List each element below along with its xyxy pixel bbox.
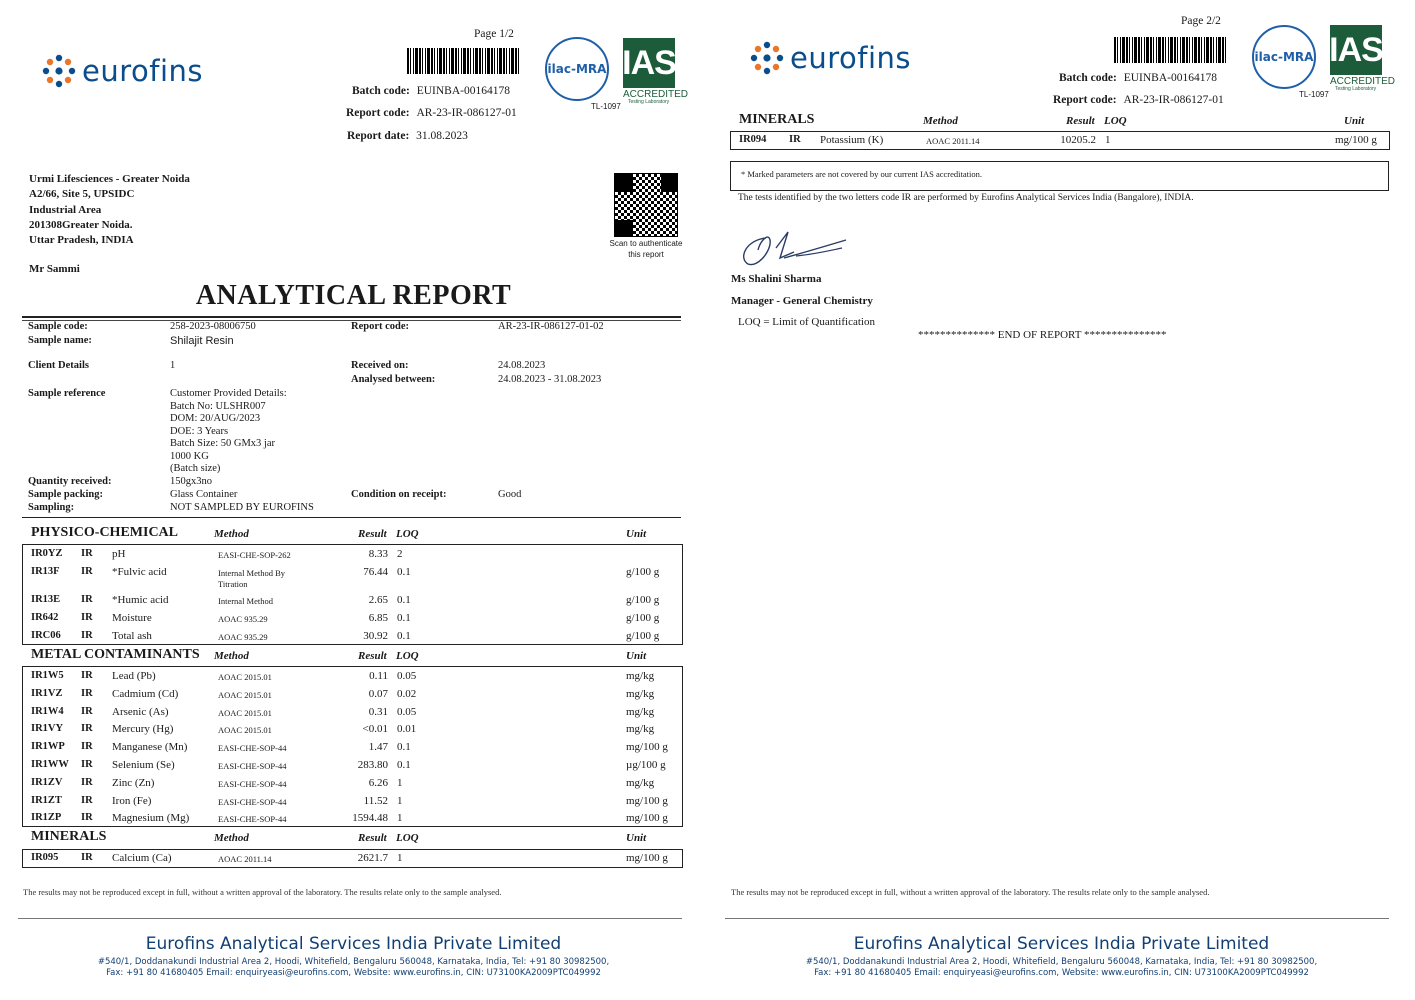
ias-logo: IAS bbox=[1330, 25, 1382, 75]
unit: g/100 g bbox=[626, 612, 660, 624]
test-code: IR0YZ bbox=[31, 548, 63, 559]
section-header-metal-contaminants bbox=[22, 644, 682, 664]
parameter: pH bbox=[112, 548, 126, 560]
results-table-physico-chemical bbox=[22, 544, 683, 645]
report-page-1 bbox=[0, 0, 707, 1000]
loq: 0.1 bbox=[397, 612, 411, 624]
lab-code: IR bbox=[81, 723, 93, 734]
batch-code-label: Batch code: bbox=[352, 85, 410, 97]
ilac-text: ilac-MRA bbox=[1254, 50, 1314, 64]
column-method: Method bbox=[214, 650, 249, 662]
page-number: Page 2/2 bbox=[1181, 15, 1221, 27]
loq-definition: LOQ = Limit of Quantification bbox=[738, 316, 875, 328]
footer-company-name: Eurofins Analytical Services India Private Limited bbox=[853, 934, 1270, 954]
loq: 1 bbox=[397, 812, 403, 824]
lab-code: IR bbox=[81, 612, 93, 623]
lab-code: IR bbox=[81, 706, 93, 717]
method: EASI-CHE-SOP-44 bbox=[218, 779, 287, 789]
ias-logo: IAS bbox=[623, 38, 675, 88]
test-code: IR13F bbox=[31, 566, 60, 577]
quantity-label: Quantity received: bbox=[28, 476, 112, 487]
unit: mg/kg bbox=[626, 688, 655, 700]
method: Internal Method By Titration bbox=[218, 568, 286, 589]
unit: mg/100 g bbox=[626, 852, 668, 864]
section-header-minerals bbox=[730, 109, 1392, 129]
column-result: Result bbox=[358, 832, 387, 844]
method: EASI-CHE-SOP-44 bbox=[218, 761, 287, 771]
column-loq: LOQ bbox=[396, 528, 419, 540]
table-row bbox=[23, 668, 682, 686]
column-unit: Unit bbox=[626, 650, 647, 662]
column-method: Method bbox=[214, 528, 249, 540]
received-on-value: 24.08.2023 bbox=[498, 360, 546, 371]
result: 0.07 bbox=[368, 688, 388, 700]
parameter: *Humic acid bbox=[112, 594, 169, 606]
sample-name-value: Shilajit Resin bbox=[170, 335, 234, 347]
column-result: Result bbox=[358, 650, 387, 662]
result: 2621.7 bbox=[357, 852, 388, 864]
section-title: METAL CONTAMINANTS bbox=[31, 647, 200, 662]
test-code: IR1WW bbox=[31, 759, 69, 770]
disclaimer: The results may not be reproduced except in full, without a written approval of the laboratory. The results relate only to the sample analysed. bbox=[23, 887, 502, 897]
received-on-label: Received on: bbox=[351, 360, 409, 371]
result: 8.33 bbox=[368, 548, 388, 560]
parameter: *Fulvic acid bbox=[112, 566, 167, 578]
client-details-value: 1 bbox=[170, 360, 176, 371]
batch-code-value: EUINBA-00164178 bbox=[1123, 72, 1217, 84]
report-date bbox=[347, 130, 468, 142]
results-table-minerals bbox=[22, 849, 683, 868]
test-code: IR1VZ bbox=[31, 688, 63, 699]
lab-code: IR bbox=[81, 548, 93, 559]
lab-code: IR bbox=[81, 795, 93, 806]
eurofins-logo bbox=[750, 41, 911, 75]
parameter: Total ash bbox=[112, 630, 152, 642]
parameter: Arsenic (As) bbox=[112, 706, 169, 718]
ilac-text: ilac-MRA bbox=[547, 62, 607, 76]
report-code2-label: Report code: bbox=[351, 321, 410, 332]
column-unit: Unit bbox=[626, 528, 647, 540]
column-unit: Unit bbox=[626, 832, 647, 844]
result: 6.85 bbox=[368, 612, 388, 624]
parameter: Calcium (Ca) bbox=[112, 852, 172, 864]
footer-rule bbox=[18, 918, 682, 919]
footer-rule bbox=[725, 918, 1389, 919]
section-title: MINERALS bbox=[739, 112, 815, 127]
loq: 0.1 bbox=[397, 630, 411, 642]
title-rule bbox=[22, 316, 681, 318]
sample-reference-label: Sample reference bbox=[28, 388, 106, 399]
parameter: Mercury (Hg) bbox=[112, 723, 174, 735]
method: EASI-CHE-SOP-262 bbox=[218, 550, 291, 560]
result: 76.44 bbox=[363, 566, 388, 578]
report-code-value: AR-23-IR-086127-01 bbox=[1123, 94, 1224, 106]
report-code bbox=[1053, 94, 1224, 106]
lab-code: IR bbox=[81, 852, 93, 863]
parameter: Manganese (Mn) bbox=[112, 741, 188, 753]
sample-code-value: 258-2023-08006750 bbox=[170, 321, 256, 332]
section-title: MINERALS bbox=[31, 829, 107, 844]
reference-line: Batch Size: 50 GMx3 jar bbox=[170, 438, 275, 449]
report-date-value: 31.08.2023 bbox=[416, 130, 468, 142]
column-result: Result bbox=[358, 528, 387, 540]
test-code: IR094 bbox=[739, 134, 767, 145]
column-loq: LOQ bbox=[396, 650, 419, 662]
table-row bbox=[23, 775, 682, 793]
reference-line: 1000 KG bbox=[170, 450, 209, 462]
packing-label: Sample packing: bbox=[28, 489, 103, 500]
loq: 2 bbox=[397, 548, 403, 560]
condition-label: Condition on receipt: bbox=[351, 489, 447, 500]
result: 10205.2 bbox=[1060, 134, 1096, 146]
sample-reference-value bbox=[170, 388, 287, 476]
method: Internal Method bbox=[218, 596, 273, 606]
qr-code bbox=[614, 173, 678, 237]
loq: 1 bbox=[397, 777, 403, 789]
condition-value: Good bbox=[498, 489, 522, 500]
contact-person: Mr Sammi bbox=[29, 263, 80, 275]
result: 2.65 bbox=[368, 594, 388, 606]
unit: mg/100 g bbox=[1335, 134, 1377, 146]
unit: mg/kg bbox=[626, 777, 655, 789]
reference-line: DOE: 3 Years bbox=[170, 425, 229, 437]
footer-address-line: Fax: +91 80 41680405 Email: enquiryeasi@eurofins.com, Website: www.eurofins.in, CIN: U73100KA2009PTC049992 bbox=[814, 968, 1309, 978]
table-row bbox=[23, 546, 682, 564]
info-rule bbox=[22, 517, 681, 518]
loq: 0.1 bbox=[397, 741, 411, 753]
signatory-title: Manager - General Chemistry bbox=[731, 295, 873, 307]
report-page-2 bbox=[708, 0, 1415, 1000]
method: EASI-CHE-SOP-44 bbox=[218, 743, 287, 753]
report-code-label: Report code: bbox=[346, 107, 410, 119]
lab-code: IR bbox=[789, 134, 801, 145]
column-loq: LOQ bbox=[1104, 115, 1127, 127]
parameter: Potassium (K) bbox=[820, 134, 884, 146]
logo-wordmark: eurofins bbox=[82, 54, 204, 88]
method: AOAC 2015.01 bbox=[218, 708, 272, 718]
method: AOAC 935.29 bbox=[218, 632, 268, 642]
method: AOAC 2015.01 bbox=[218, 672, 272, 682]
test-code: IR1W4 bbox=[31, 706, 64, 717]
loq: 0.05 bbox=[397, 706, 417, 718]
table-row bbox=[23, 850, 682, 868]
page-number: Page 1/2 bbox=[474, 28, 514, 40]
result: 283.80 bbox=[357, 759, 388, 771]
ias-subtext: Testing Laboratory bbox=[1335, 86, 1377, 92]
batch-code bbox=[1059, 72, 1217, 84]
reference-line: Batch No: ULSHR007 bbox=[170, 400, 266, 412]
loq: 0.1 bbox=[397, 759, 411, 771]
reference-line: DOM: 20/AUG/2023 bbox=[170, 413, 261, 424]
result: <0.01 bbox=[362, 723, 388, 735]
unit: mg/kg bbox=[626, 670, 655, 682]
test-code: IRC06 bbox=[31, 630, 61, 641]
report-title: ANALYTICAL REPORT bbox=[195, 280, 512, 311]
results-table-metal-contaminants bbox=[22, 666, 683, 827]
column-result: Result bbox=[1066, 115, 1095, 127]
unit: mg/kg bbox=[626, 706, 655, 718]
table-row bbox=[23, 704, 682, 722]
qr-caption-line: Scan to authenticate bbox=[609, 239, 683, 248]
result: 30.92 bbox=[363, 630, 388, 642]
unit: mg/kg bbox=[626, 723, 655, 735]
table-row bbox=[23, 793, 682, 811]
column-method: Method bbox=[214, 832, 249, 844]
loq: 0.05 bbox=[397, 670, 417, 682]
result: 0.31 bbox=[368, 706, 388, 718]
column-unit: Unit bbox=[1344, 115, 1365, 127]
section-title: PHYSICO-CHEMICAL bbox=[31, 525, 179, 540]
tl-number: TL-1097 bbox=[1299, 90, 1329, 99]
unit: g/100 g bbox=[626, 594, 660, 606]
sample-code-label: Sample code: bbox=[28, 321, 88, 332]
unit: mg/100 g bbox=[626, 812, 668, 824]
eurofins-logo-icon bbox=[42, 54, 76, 88]
parameter: Magnesium (Mg) bbox=[112, 812, 190, 824]
result: 6.26 bbox=[368, 777, 388, 789]
section-header-physico-chemical bbox=[22, 522, 682, 542]
test-code: IR1ZT bbox=[31, 795, 62, 806]
loq: 0.02 bbox=[397, 688, 417, 700]
reference-line: Customer Provided Details: bbox=[170, 388, 287, 399]
unit: mg/100 g bbox=[626, 741, 668, 753]
lab-code: IR bbox=[81, 688, 93, 699]
eurofins-logo bbox=[42, 54, 203, 88]
table-row bbox=[23, 757, 682, 775]
qr-caption bbox=[600, 238, 692, 260]
table-row bbox=[731, 132, 1389, 150]
parameter: Iron (Fe) bbox=[112, 795, 152, 807]
column-loq: LOQ bbox=[396, 832, 419, 844]
report-code2-value: AR-23-IR-086127-01-02 bbox=[498, 321, 604, 332]
loq: 0.1 bbox=[397, 566, 411, 578]
address-line: 201308Greater Noida. bbox=[29, 218, 133, 231]
address-line: Industrial Area bbox=[29, 203, 102, 216]
footer-address-line: Fax: +91 80 41680405 Email: enquiryeasi@eurofins.com, Website: www.eurofins.in, CIN: U73100KA2009PTC049992 bbox=[106, 968, 601, 978]
loq: 1 bbox=[397, 852, 403, 864]
method: AOAC 2011.14 bbox=[926, 136, 980, 146]
method: AOAC 2015.01 bbox=[218, 690, 272, 700]
accreditation-note: * Marked parameters are not covered by our current IAS accreditation. bbox=[741, 169, 982, 179]
report-date-label: Report date: bbox=[347, 130, 410, 142]
batch-code-label: Batch code: bbox=[1059, 72, 1117, 84]
barcode bbox=[407, 48, 521, 74]
test-code: IR13E bbox=[31, 594, 61, 605]
test-code: IR1WP bbox=[31, 741, 65, 752]
eurofins-logo-icon bbox=[750, 41, 784, 75]
sampling-value: NOT SAMPLED BY EUROFINS bbox=[170, 502, 314, 513]
method: EASI-CHE-SOP-44 bbox=[218, 814, 287, 824]
client-address bbox=[29, 172, 190, 248]
lab-code: IR bbox=[81, 812, 93, 823]
sampling-label: Sampling: bbox=[28, 502, 75, 513]
unit: g/100 g bbox=[626, 566, 660, 578]
table-row bbox=[23, 739, 682, 757]
report-code-label: Report code: bbox=[1053, 94, 1117, 106]
end-of-report: ************** END OF REPORT *************** bbox=[918, 329, 1167, 341]
ilac-mra-seal bbox=[545, 37, 609, 101]
footer-company-name: Eurofins Analytical Services India Private Limited bbox=[145, 934, 562, 954]
lab-code: IR bbox=[81, 630, 93, 641]
unit: µg/100 g bbox=[626, 759, 666, 771]
column-method: Method bbox=[923, 115, 958, 127]
test-code: IR1ZP bbox=[31, 812, 62, 823]
report-code-value: AR-23-IR-086127-01 bbox=[416, 107, 517, 119]
packing-value: Glass Container bbox=[170, 489, 238, 500]
analysed-between-value: 24.08.2023 - 31.08.2023 bbox=[498, 374, 602, 385]
accreditation-note-box bbox=[730, 161, 1389, 191]
table-row bbox=[23, 610, 682, 628]
table-row bbox=[23, 564, 682, 592]
method: AOAC 2015.01 bbox=[218, 725, 272, 735]
address-line: A2/66, Site 5, UPSIDC bbox=[29, 188, 135, 201]
sample-name-label: Sample name: bbox=[28, 335, 92, 346]
result: 0.11 bbox=[369, 670, 388, 682]
method: EASI-CHE-SOP-44 bbox=[218, 797, 287, 807]
lab-code: IR bbox=[81, 670, 93, 681]
ias-accredited: ACCREDITED bbox=[623, 89, 689, 100]
lab-code: IR bbox=[81, 759, 93, 770]
analysed-between-label: Analysed between: bbox=[351, 374, 436, 385]
report-code bbox=[346, 107, 517, 119]
tl-number: TL-1097 bbox=[591, 102, 621, 111]
loq: 1 bbox=[1105, 134, 1111, 146]
disclaimer: The results may not be reproduced except in full, without a written approval of the laboratory. The results relate only to the sample analysed. bbox=[731, 887, 1210, 897]
result: 1594.48 bbox=[352, 812, 388, 824]
unit: mg/100 g bbox=[626, 795, 668, 807]
table-row bbox=[23, 721, 682, 739]
address-line: Uttar Pradesh, INDIA bbox=[29, 234, 134, 247]
address-line: Urmi Lifesciences - Greater Noida bbox=[29, 173, 190, 185]
parameter: Selenium (Se) bbox=[112, 759, 175, 771]
test-code: IR1W5 bbox=[31, 670, 64, 681]
barcode bbox=[1114, 37, 1228, 63]
footer-address-line: #540/1, Doddanakundi Industrial Area 2, Hoodi, Whitefield, Bengaluru 560048, Karnataka, India, Tel: +91 80 30982500, bbox=[97, 957, 610, 967]
loq: 1 bbox=[397, 795, 403, 807]
parameter: Moisture bbox=[112, 612, 152, 624]
signatory-name: Ms Shalini Sharma bbox=[731, 273, 822, 285]
parameter: Cadmium (Cd) bbox=[112, 688, 179, 700]
footer-address-line: #540/1, Doddanakundi Industrial Area 2, Hoodi, Whitefield, Bengaluru 560048, Karnataka, India, Tel: +91 80 30982500, bbox=[805, 957, 1318, 967]
logo-wordmark: eurofins bbox=[790, 41, 912, 75]
results-table-minerals bbox=[730, 131, 1390, 150]
test-code: IR095 bbox=[31, 852, 59, 863]
quantity-value: 150gx3no bbox=[170, 476, 212, 487]
table-row bbox=[23, 686, 682, 704]
parameter: Zinc (Zn) bbox=[112, 777, 155, 789]
result: 1.47 bbox=[368, 741, 388, 753]
test-code: IR1VY bbox=[31, 723, 64, 734]
client-details-label: Client Details bbox=[28, 360, 89, 371]
lab-code: IR bbox=[81, 741, 93, 752]
parameter: Lead (Pb) bbox=[112, 670, 156, 682]
unit: g/100 g bbox=[626, 630, 660, 642]
signature-image bbox=[736, 228, 848, 270]
test-code: IR642 bbox=[31, 612, 59, 623]
qr-caption-line: this report bbox=[628, 250, 664, 259]
batch-code-value: EUINBA-00164178 bbox=[416, 85, 510, 97]
test-code: IR1ZV bbox=[31, 777, 63, 788]
result: 11.52 bbox=[363, 795, 388, 807]
ilac-mra-seal bbox=[1252, 25, 1316, 89]
ias-accredited: ACCREDITED bbox=[1330, 76, 1396, 87]
table-row bbox=[23, 592, 682, 610]
loq: 0.01 bbox=[397, 723, 417, 735]
batch-code bbox=[352, 85, 510, 97]
lab-code: IR bbox=[81, 566, 93, 577]
reference-line: (Batch size) bbox=[170, 463, 221, 474]
lab-code: IR bbox=[81, 594, 93, 605]
method: AOAC 935.29 bbox=[218, 614, 268, 624]
ias-subtext: Testing Laboratory bbox=[628, 99, 670, 105]
loq: 0.1 bbox=[397, 594, 411, 606]
lab-code: IR bbox=[81, 777, 93, 788]
method: AOAC 2011.14 bbox=[218, 854, 272, 864]
section-header-minerals bbox=[22, 826, 682, 846]
tests-note: The tests identified by the two letters code IR are performed by Eurofins Analytical Services India (Bangalore), INDIA. bbox=[738, 193, 1194, 203]
